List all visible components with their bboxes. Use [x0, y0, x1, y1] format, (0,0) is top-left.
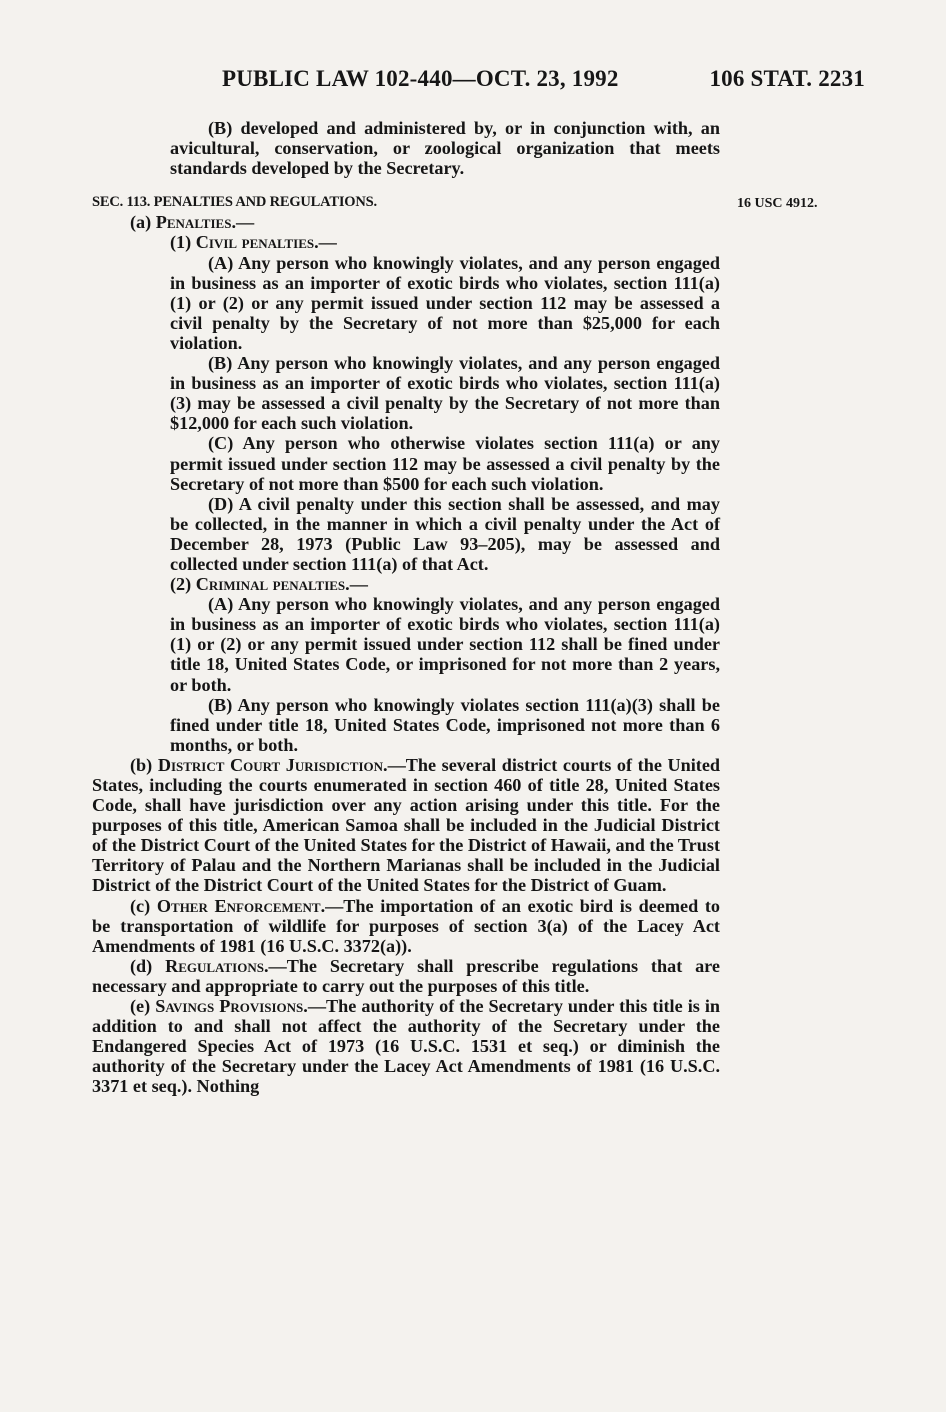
- section-heading: SEC. 113. PENALTIES AND REGULATIONS.: [92, 194, 377, 211]
- subsection-e-text: .—The authority of the Secretary under this title is in addition to and shall not affect the authority of the Secretary under the Endangered Species Act of 1973 (16 U.S.C. 1531 et seq.) or diminish the authority of the Secretary under the Lacey Act Amendments of 1981 (16 U.S.C. 3371 et seq.). Nothing: [92, 996, 720, 1097]
- paragraph-b-developed: (B) developed and administered by, or in conjunction with, an avicultural, conservation, or zoological organization that meets standards developed by the Secretary.: [170, 118, 720, 179]
- paragraph-1-dash: .—: [314, 232, 337, 253]
- subsection-b-text: .—The several district courts of the United States, including the courts enumerated in section 460 of title 28, United States Code, shall have jurisdiction over any action arising under this title. For the purposes of this title, American Samoa shall be included in the Judicial District of the District Court of the United States for the District of Hawaii, and the Trust Territory of Palau and the Northern Marianas shall be included in the Judicial District of the District Court of the United States for the District of Guam.: [92, 754, 721, 896]
- page-header: [200, 66, 865, 96]
- criminal-penalty-b: (B) Any person who knowingly violates section 111(a)(3) shall be fined under title 18, United States Code, imprisoned not more than 6 months, or both.: [170, 694, 720, 755]
- subsection-a-dash: .—: [231, 212, 255, 233]
- header-stat-page: 106 STAT. 2231: [709, 66, 865, 91]
- paragraph-1-title: Civil penalties: [195, 232, 315, 253]
- subsection-a-title: Penalties: [155, 212, 232, 233]
- subsection-c-title: Other Enforcement: [156, 895, 321, 916]
- civil-penalty-a: (A) Any person who knowingly violates, and any person engaged in business as an importer of exotic birds who violates, section 111(a) (1) or (2) or any permit issued under section 112 may be assessed a civil penalty by the Secretary of not more than $25,000 for each violation.: [170, 252, 720, 353]
- subsection-e: [92, 996, 720, 1096]
- paragraph-2-label: (2): [170, 574, 196, 595]
- paragraph-2-dash: .—: [345, 574, 368, 595]
- subsection-b: [92, 755, 720, 896]
- subsection-e-title: Savings Provisions: [155, 996, 304, 1017]
- subsection-d-title: Regulations: [165, 955, 264, 976]
- subsection-c: [92, 896, 720, 956]
- subsection-a-heading: [92, 212, 720, 232]
- subsection-c-label: (c): [130, 895, 157, 916]
- criminal-penalty-a: (A) Any person who knowingly violates, and any person engaged in business as an importer of exotic birds who violates, section 111(a) (1) or (2) or any permit issued under section 112 shall be fined under title 18, United States Code, or imprisoned for not more than 2 years, or both.: [170, 594, 720, 695]
- subsection-e-label: (e): [130, 996, 156, 1017]
- paragraph-2-heading: [92, 574, 720, 594]
- subsection-d-text: .—The Secretary shall prescribe regulations that are necessary and appropriate to carry out the purposes of this title.: [92, 955, 720, 996]
- paragraph-1-label: (1): [170, 232, 196, 253]
- paragraph-1-heading: [92, 232, 720, 252]
- civil-penalty-d: (D) A civil penalty under this section shall be assessed, and may be collected, in the manner in which a civil penalty under the Act of December 28, 1973 (Public Law 93–205), may be assessed and collected under section 111(a) of that Act.: [170, 493, 720, 574]
- subsection-a-label: (a): [130, 212, 156, 233]
- subsection-d-label: (d): [130, 955, 166, 976]
- civil-penalty-c: (C) Any person who otherwise violates section 111(a) or any permit issued under section 112 may be assessed a civil penalty by the Secretary of not more than $500 for each such violation.: [170, 433, 720, 494]
- header-title: PUBLIC LAW 102-440—OCT. 23, 1992: [222, 66, 619, 91]
- document-body: [92, 118, 720, 1097]
- subsection-b-label: (b): [130, 754, 158, 775]
- paragraph-2-title: Criminal penalties: [195, 574, 346, 595]
- margin-citation: 16 USC 4912.: [737, 196, 818, 211]
- subsection-d: [92, 956, 720, 996]
- subsection-c-text: .—The importation of an exotic bird is deemed to be transportation of wildlife for purposes of section 3(a) of the Lacey Act Amendments of 1981 (16 U.S.C. 3372(a)).: [92, 895, 721, 956]
- subsection-b-title: District Court Jurisdiction: [157, 754, 384, 775]
- civil-penalty-b: (B) Any person who knowingly violates, and any person engaged in business as an importer of exotic birds who violates, section 111(a)(3) may be assessed a civil penalty by the Secretary of not more than $12,000 for each such violation.: [170, 353, 720, 434]
